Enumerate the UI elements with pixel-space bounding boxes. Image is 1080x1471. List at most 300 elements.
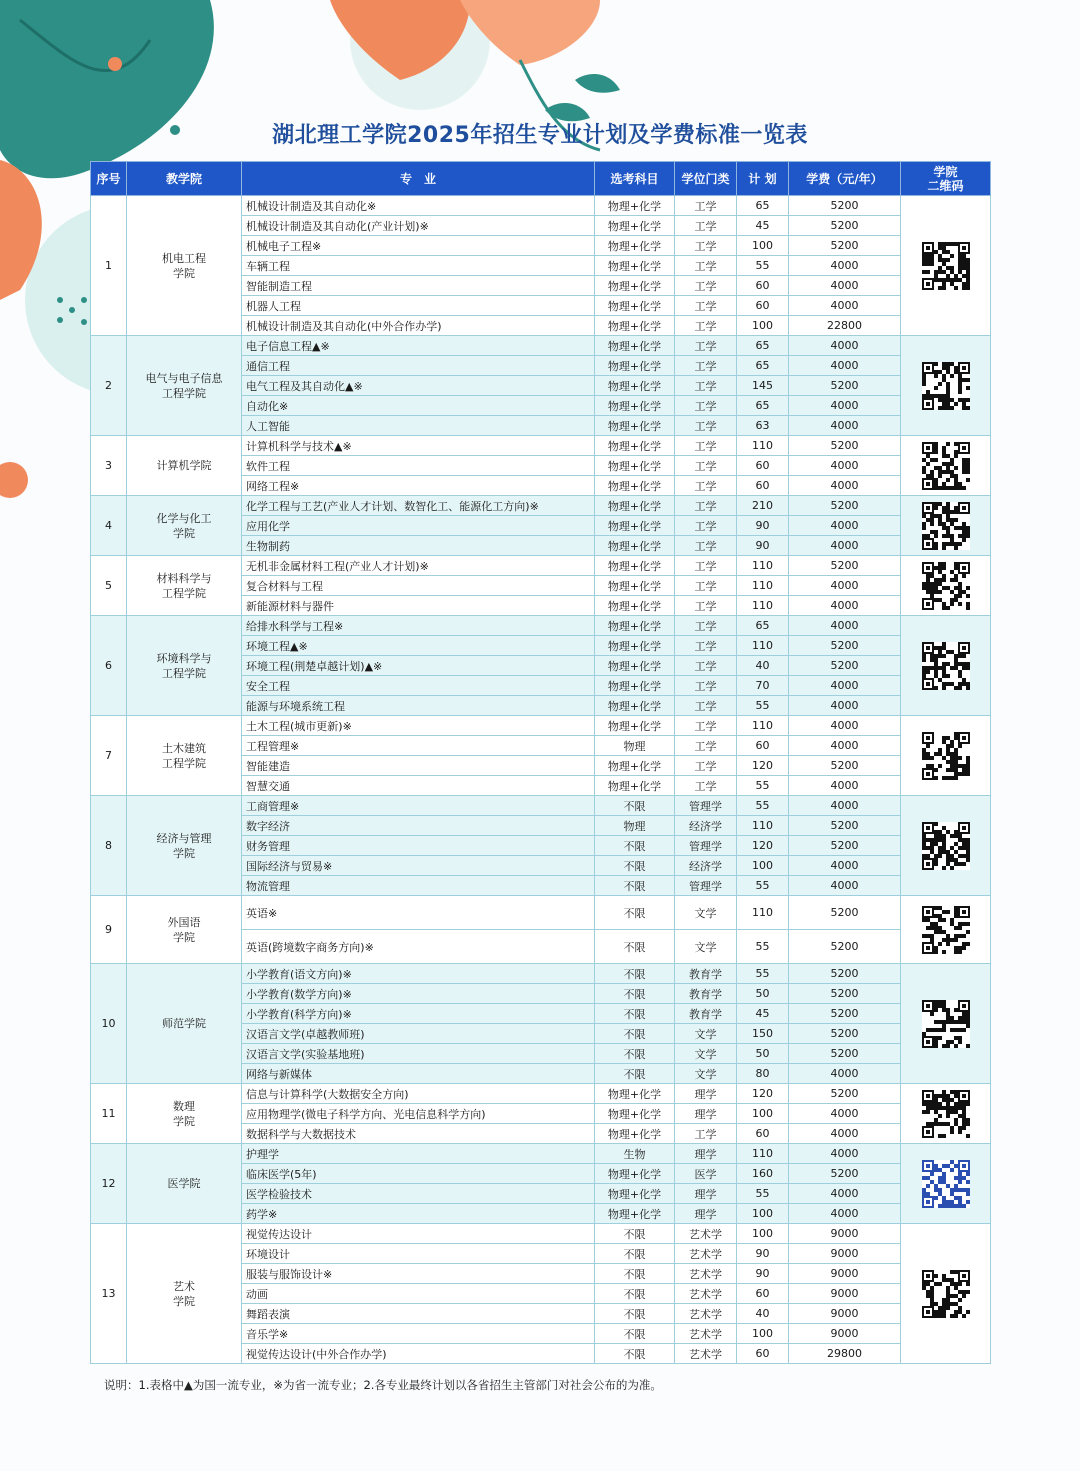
major-name: 给排水科学与工程※: [242, 616, 595, 636]
tuition-fee: 4000: [789, 736, 901, 756]
table-row: [91, 1224, 991, 1244]
major-name: 通信工程: [242, 356, 595, 376]
subjects: 物理+化学: [595, 376, 675, 396]
plan-count: 100: [737, 856, 789, 876]
college-qr-cell: [901, 336, 991, 436]
major-name: 安全工程: [242, 676, 595, 696]
tuition-fee: 4000: [789, 1104, 901, 1124]
major-name: 药学※: [242, 1204, 595, 1224]
tuition-fee: 4000: [789, 536, 901, 556]
subjects: 物理+化学: [595, 1084, 675, 1104]
degree: 医学: [675, 1164, 737, 1184]
tuition-fee: 5200: [789, 556, 901, 576]
tuition-fee: 4000: [789, 256, 901, 276]
subjects: 物理+化学: [595, 416, 675, 436]
qr-code-icon[interactable]: [922, 562, 970, 610]
subjects: 物理+化学: [595, 336, 675, 356]
subjects: 物理+化学: [595, 636, 675, 656]
tuition-fee: 5200: [789, 930, 901, 964]
tuition-fee: 5200: [789, 1044, 901, 1064]
plan-count: 90: [737, 536, 789, 556]
degree: 艺术学: [675, 1244, 737, 1264]
tuition-fee: 4000: [789, 416, 901, 436]
plan-count: 110: [737, 636, 789, 656]
major-name: 软件工程: [242, 456, 595, 476]
college-group: [91, 964, 991, 1084]
plan-count: 60: [737, 276, 789, 296]
major-name: 财务管理: [242, 836, 595, 856]
college-qr-cell: [901, 496, 991, 556]
major-name: 机械设计制造及其自动化※: [242, 196, 595, 216]
tuition-fee: 4000: [789, 796, 901, 816]
qr-code-icon[interactable]: [922, 1090, 970, 1138]
qr-code-icon[interactable]: [922, 732, 970, 780]
plan-count: 110: [737, 1144, 789, 1164]
subjects: 不限: [595, 796, 675, 816]
plan-count: 60: [737, 1284, 789, 1304]
college-qr-cell: [901, 556, 991, 616]
degree: 工学: [675, 556, 737, 576]
qr-code-icon[interactable]: [922, 442, 970, 490]
subjects: 不限: [595, 1224, 675, 1244]
plan-count: 60: [737, 296, 789, 316]
row-seq: 12: [91, 1144, 127, 1224]
college-group: [91, 796, 991, 896]
plan-count: 55: [737, 964, 789, 984]
major-name: 应用化学: [242, 516, 595, 536]
subjects: 不限: [595, 1024, 675, 1044]
degree: 艺术学: [675, 1344, 737, 1364]
major-name: 自动化※: [242, 396, 595, 416]
table-row: [91, 1084, 991, 1104]
major-name: 复合材料与工程: [242, 576, 595, 596]
subjects: 物理+化学: [595, 1204, 675, 1224]
subjects: 物理+化学: [595, 216, 675, 236]
table-row: [91, 436, 991, 456]
degree: 工学: [675, 756, 737, 776]
college-name: 经济与管理 学院: [127, 796, 242, 896]
degree: 理学: [675, 1104, 737, 1124]
qr-code-icon[interactable]: [922, 1160, 970, 1208]
tuition-fee: 22800: [789, 316, 901, 336]
major-name: 服装与服饰设计※: [242, 1264, 595, 1284]
subjects: 物理+化学: [595, 756, 675, 776]
subjects: 不限: [595, 1304, 675, 1324]
subjects: 不限: [595, 876, 675, 896]
college-qr-cell: [901, 616, 991, 716]
plan-count: 65: [737, 356, 789, 376]
degree: 理学: [675, 1084, 737, 1104]
plan-count: 60: [737, 1344, 789, 1364]
degree: 理学: [675, 1204, 737, 1224]
tuition-fee: 5200: [789, 436, 901, 456]
major-name: 车辆工程: [242, 256, 595, 276]
college-group: [91, 436, 991, 496]
subjects: 物理+化学: [595, 236, 675, 256]
subjects: 不限: [595, 836, 675, 856]
major-name: 音乐学※: [242, 1324, 595, 1344]
qr-code-icon[interactable]: [922, 362, 970, 410]
major-name: 机械电子工程※: [242, 236, 595, 256]
tuition-fee: 5200: [789, 236, 901, 256]
degree: 管理学: [675, 836, 737, 856]
degree: 工学: [675, 456, 737, 476]
row-seq: 11: [91, 1084, 127, 1144]
plan-count: 110: [737, 436, 789, 456]
table-row: [91, 1144, 991, 1164]
tuition-fee: 4000: [789, 456, 901, 476]
qr-code-icon[interactable]: [922, 1270, 970, 1318]
admission-table-wrapper: [90, 161, 990, 1364]
subjects: 物理+化学: [595, 456, 675, 476]
table-row: [91, 796, 991, 816]
major-name: 英语※: [242, 896, 595, 930]
degree: 工学: [675, 336, 737, 356]
table-row: [91, 616, 991, 636]
qr-code-icon[interactable]: [922, 906, 970, 954]
plan-count: 60: [737, 736, 789, 756]
header-seq: 序号: [91, 162, 127, 196]
tuition-fee: 4000: [789, 856, 901, 876]
degree: 工学: [675, 296, 737, 316]
subjects: 物理+化学: [595, 616, 675, 636]
major-name: 智能建造: [242, 756, 595, 776]
major-name: 小学教育(数学方向)※: [242, 984, 595, 1004]
tuition-fee: 5200: [789, 896, 901, 930]
college-group: [91, 336, 991, 436]
degree: 工学: [675, 416, 737, 436]
tuition-fee: 4000: [789, 1064, 901, 1084]
college-name: 电气与电子信息 工程学院: [127, 336, 242, 436]
major-name: 电气工程及其自动化▲※: [242, 376, 595, 396]
subjects: 不限: [595, 1244, 675, 1264]
subjects: 不限: [595, 984, 675, 1004]
college-group: [91, 896, 991, 964]
degree: 教育学: [675, 984, 737, 1004]
degree: 工学: [675, 356, 737, 376]
college-qr-cell: [901, 1084, 991, 1144]
row-seq: 10: [91, 964, 127, 1084]
major-name: 无机非金属材料工程(产业人才计划)※: [242, 556, 595, 576]
qr-code-icon[interactable]: [922, 822, 970, 870]
degree: 工学: [675, 616, 737, 636]
degree: 工学: [675, 696, 737, 716]
plan-count: 100: [737, 1224, 789, 1244]
major-name: 能源与环境系统工程: [242, 696, 595, 716]
major-name: 舞蹈表演: [242, 1304, 595, 1324]
degree: 工学: [675, 716, 737, 736]
college-group: [91, 1084, 991, 1144]
row-seq: 9: [91, 896, 127, 964]
major-name: 数据科学与大数据技术: [242, 1124, 595, 1144]
tuition-fee: 4000: [789, 276, 901, 296]
major-name: 生物制药: [242, 536, 595, 556]
college-name: 材料科学与 工程学院: [127, 556, 242, 616]
tuition-fee: 4000: [789, 1204, 901, 1224]
tuition-fee: 4000: [789, 336, 901, 356]
subjects: 不限: [595, 964, 675, 984]
subjects: 物理+化学: [595, 596, 675, 616]
plan-count: 65: [737, 196, 789, 216]
table-row: [91, 336, 991, 356]
plan-count: 60: [737, 456, 789, 476]
plan-count: 55: [737, 930, 789, 964]
college-group: [91, 1144, 991, 1224]
table-row: [91, 716, 991, 736]
subjects: 物理+化学: [595, 496, 675, 516]
degree: 工学: [675, 316, 737, 336]
degree: 工学: [675, 216, 737, 236]
college-qr-cell: [901, 196, 991, 336]
subjects: 物理+化学: [595, 716, 675, 736]
tuition-fee: 9000: [789, 1224, 901, 1244]
plan-count: 55: [737, 256, 789, 276]
college-group: [91, 496, 991, 556]
degree: 工学: [675, 496, 737, 516]
major-name: 护理学: [242, 1144, 595, 1164]
subjects: 物理+化学: [595, 276, 675, 296]
tuition-fee: 5200: [789, 1164, 901, 1184]
subjects: 物理+化学: [595, 1124, 675, 1144]
degree: 工学: [675, 516, 737, 536]
tuition-fee: 9000: [789, 1284, 901, 1304]
plan-count: 65: [737, 396, 789, 416]
degree: 艺术学: [675, 1324, 737, 1344]
plan-count: 110: [737, 576, 789, 596]
major-name: 动画: [242, 1284, 595, 1304]
subjects: 生物: [595, 1144, 675, 1164]
major-name: 临床医学(5年): [242, 1164, 595, 1184]
header-plan: 计 划: [737, 162, 789, 196]
major-name: 电子信息工程▲※: [242, 336, 595, 356]
row-seq: 8: [91, 796, 127, 896]
major-name: 汉语言文学(卓越教师班): [242, 1024, 595, 1044]
header-qr: 学院 二维码: [901, 162, 991, 196]
major-name: 机械设计制造及其自动化(产业计划)※: [242, 216, 595, 236]
subjects: 物理+化学: [595, 696, 675, 716]
tuition-fee: 4000: [789, 1124, 901, 1144]
college-name: 计算机学院: [127, 436, 242, 496]
degree: 管理学: [675, 876, 737, 896]
major-name: 智慧交通: [242, 776, 595, 796]
subjects: 物理+化学: [595, 576, 675, 596]
major-name: 智能制造工程: [242, 276, 595, 296]
subjects: 物理: [595, 816, 675, 836]
qr-code-icon[interactable]: [922, 242, 970, 290]
subjects: 不限: [595, 1064, 675, 1084]
major-name: 化学工程与工艺(产业人才计划、数智化工、能源化工方向)※: [242, 496, 595, 516]
major-name: 网络与新媒体: [242, 1064, 595, 1084]
plan-count: 120: [737, 756, 789, 776]
college-name: 土木建筑 工程学院: [127, 716, 242, 796]
major-name: 医学检验技术: [242, 1184, 595, 1204]
subjects: 物理+化学: [595, 656, 675, 676]
degree: 管理学: [675, 796, 737, 816]
degree: 工学: [675, 576, 737, 596]
plan-count: 210: [737, 496, 789, 516]
plan-count: 110: [737, 716, 789, 736]
plan-count: 45: [737, 1004, 789, 1024]
tuition-fee: 4000: [789, 396, 901, 416]
plan-count: 110: [737, 896, 789, 930]
plan-count: 120: [737, 1084, 789, 1104]
tuition-fee: 4000: [789, 876, 901, 896]
degree: 工学: [675, 436, 737, 456]
plan-count: 90: [737, 1264, 789, 1284]
major-name: 环境工程▲※: [242, 636, 595, 656]
plan-count: 100: [737, 236, 789, 256]
subjects: 物理+化学: [595, 196, 675, 216]
plan-count: 45: [737, 216, 789, 236]
plan-count: 63: [737, 416, 789, 436]
subjects: 不限: [595, 1004, 675, 1024]
degree: 工学: [675, 676, 737, 696]
plan-count: 100: [737, 316, 789, 336]
tuition-fee: 5200: [789, 496, 901, 516]
degree: 艺术学: [675, 1284, 737, 1304]
degree: 教育学: [675, 964, 737, 984]
tuition-fee: 4000: [789, 716, 901, 736]
major-name: 物流管理: [242, 876, 595, 896]
degree: 艺术学: [675, 1264, 737, 1284]
college-name: 外国语 学院: [127, 896, 242, 964]
tuition-fee: 5200: [789, 984, 901, 1004]
plan-count: 110: [737, 596, 789, 616]
plan-count: 120: [737, 836, 789, 856]
college-name: 艺术 学院: [127, 1224, 242, 1364]
subjects: 物理+化学: [595, 396, 675, 416]
college-qr-cell: [901, 1224, 991, 1364]
plan-count: 100: [737, 1104, 789, 1124]
plan-count: 90: [737, 516, 789, 536]
tuition-fee: 5200: [789, 656, 901, 676]
college-group: [91, 556, 991, 616]
college-group: [91, 616, 991, 716]
tuition-fee: 9000: [789, 1244, 901, 1264]
subjects: 不限: [595, 1284, 675, 1304]
tuition-fee: 5200: [789, 756, 901, 776]
major-name: 汉语言文学(实验基地班): [242, 1044, 595, 1064]
qr-code-icon[interactable]: [922, 1000, 970, 1048]
major-name: 视觉传达设计(中外合作办学): [242, 1344, 595, 1364]
tuition-fee: 5200: [789, 816, 901, 836]
degree: 工学: [675, 276, 737, 296]
table-row: [91, 964, 991, 984]
major-name: 数字经济: [242, 816, 595, 836]
major-name: 工程管理※: [242, 736, 595, 756]
degree: 理学: [675, 1144, 737, 1164]
plan-count: 80: [737, 1064, 789, 1084]
subjects: 物理+化学: [595, 1184, 675, 1204]
college-name: 师范学院: [127, 964, 242, 1084]
subjects: 物理+化学: [595, 1164, 675, 1184]
degree: 工学: [675, 256, 737, 276]
footnote: 说明：1.表格中▲为国一流专业，※为省一流专业；2.各专业最终计划以各省招生主管部门对社会公布的为准。: [104, 1378, 662, 1392]
plan-count: 50: [737, 984, 789, 1004]
plan-count: 40: [737, 1304, 789, 1324]
tuition-fee: 29800: [789, 1344, 901, 1364]
plan-count: 160: [737, 1164, 789, 1184]
degree: 工学: [675, 196, 737, 216]
degree: 文学: [675, 1024, 737, 1044]
tuition-fee: 4000: [789, 576, 901, 596]
page-title: 湖北理工学院2025年招生专业计划及学费标准一览表: [272, 123, 808, 148]
subjects: 不限: [595, 1324, 675, 1344]
table-row: [91, 896, 991, 930]
college-name: 医学院: [127, 1144, 242, 1224]
tuition-fee: 4000: [789, 776, 901, 796]
major-name: 信息与计算科学(大数据安全方向): [242, 1084, 595, 1104]
row-seq: 7: [91, 716, 127, 796]
tuition-fee: 5200: [789, 376, 901, 396]
plan-count: 50: [737, 1044, 789, 1064]
major-name: 英语(跨境数字商务方向)※: [242, 930, 595, 964]
degree: 工学: [675, 396, 737, 416]
subjects: 不限: [595, 930, 675, 964]
header-major: 专 业: [242, 162, 595, 196]
tuition-fee: 5200: [789, 1024, 901, 1044]
college-qr-cell: [901, 1144, 991, 1224]
subjects: 不限: [595, 1044, 675, 1064]
plan-count: 110: [737, 556, 789, 576]
major-name: 机器人工程: [242, 296, 595, 316]
row-seq: 2: [91, 336, 127, 436]
college-qr-cell: [901, 896, 991, 964]
subjects: 物理+化学: [595, 436, 675, 456]
major-name: 工商管理※: [242, 796, 595, 816]
tuition-fee: 4000: [789, 676, 901, 696]
subjects: 不限: [595, 856, 675, 876]
degree: 工学: [675, 236, 737, 256]
subjects: 不限: [595, 896, 675, 930]
plan-count: 55: [737, 776, 789, 796]
subjects: 物理+化学: [595, 516, 675, 536]
college-group: [91, 196, 991, 336]
major-name: 土木工程(城市更新)※: [242, 716, 595, 736]
college-qr-cell: [901, 436, 991, 496]
table-row: [91, 556, 991, 576]
plan-count: 150: [737, 1024, 789, 1044]
tuition-fee: 4000: [789, 616, 901, 636]
major-name: 环境工程(荆楚卓越计划)▲※: [242, 656, 595, 676]
degree: 文学: [675, 1064, 737, 1084]
qr-code-icon[interactable]: [922, 642, 970, 690]
subjects: 物理+化学: [595, 316, 675, 336]
plan-count: 65: [737, 336, 789, 356]
college-name: 环境科学与 工程学院: [127, 616, 242, 716]
table-row: [91, 496, 991, 516]
subjects: 物理+化学: [595, 256, 675, 276]
degree: 工学: [675, 1124, 737, 1144]
degree: 经济学: [675, 816, 737, 836]
header-subjects: 选考科目: [595, 162, 675, 196]
plan-count: 55: [737, 1184, 789, 1204]
table-header-row: [91, 162, 991, 196]
plan-count: 100: [737, 1204, 789, 1224]
tuition-fee: 5200: [789, 216, 901, 236]
degree: 艺术学: [675, 1304, 737, 1324]
tuition-fee: 4000: [789, 696, 901, 716]
qr-code-icon[interactable]: [922, 502, 970, 550]
subjects: 物理+化学: [595, 556, 675, 576]
tuition-fee: 4000: [789, 1144, 901, 1164]
major-name: 计算机科学与技术▲※: [242, 436, 595, 456]
degree: 工学: [675, 476, 737, 496]
degree: 教育学: [675, 1004, 737, 1024]
admission-table: [90, 161, 991, 1364]
college-qr-cell: [901, 716, 991, 796]
subjects: 不限: [595, 1264, 675, 1284]
